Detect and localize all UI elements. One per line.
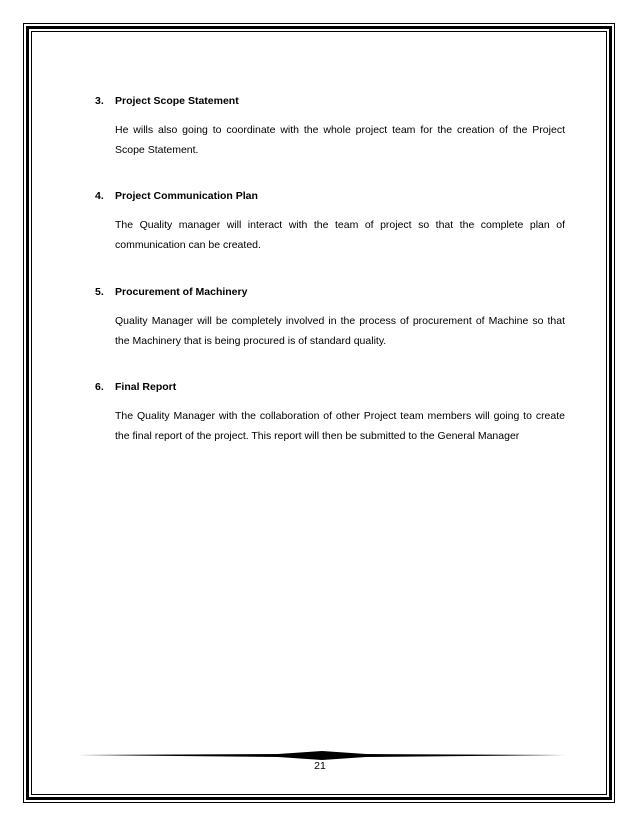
section-project-scope-statement <box>95 94 565 160</box>
section-title: Project Communication Plan <box>115 190 258 202</box>
section-number: 3. <box>95 95 104 107</box>
section-title: Project Scope Statement <box>115 95 239 107</box>
section-body: He wills also going to coordinate with the whole project team for the creation of the Project Scope Statement. <box>115 124 565 156</box>
section-heading <box>95 94 565 108</box>
section-heading <box>95 189 565 203</box>
section-title: Final Report <box>115 381 177 393</box>
section-body: Quality Manager will be completely involved in the process of procurement of Machine so that the Machinery that is being procured is of standard quality. <box>115 315 565 347</box>
section-number: 6. <box>95 381 104 393</box>
section-heading <box>95 285 565 299</box>
section-final-report <box>95 380 565 446</box>
section-project-communication-plan <box>95 189 565 255</box>
section-body: The Quality Manager with the collaboration of other Project team members will going to create the final report of the project. This report will then be submitted to the General Manager <box>115 410 565 442</box>
section-body: The Quality manager will interact with the team of project so that the complete plan of communication can be created. <box>115 219 565 251</box>
section-number: 4. <box>95 190 104 202</box>
section-number: 5. <box>95 286 104 298</box>
section-heading <box>95 380 565 394</box>
page-number: 21 <box>314 760 326 772</box>
section-title: Procurement of Machinery <box>115 286 248 298</box>
section-procurement-of-machinery <box>95 285 565 351</box>
